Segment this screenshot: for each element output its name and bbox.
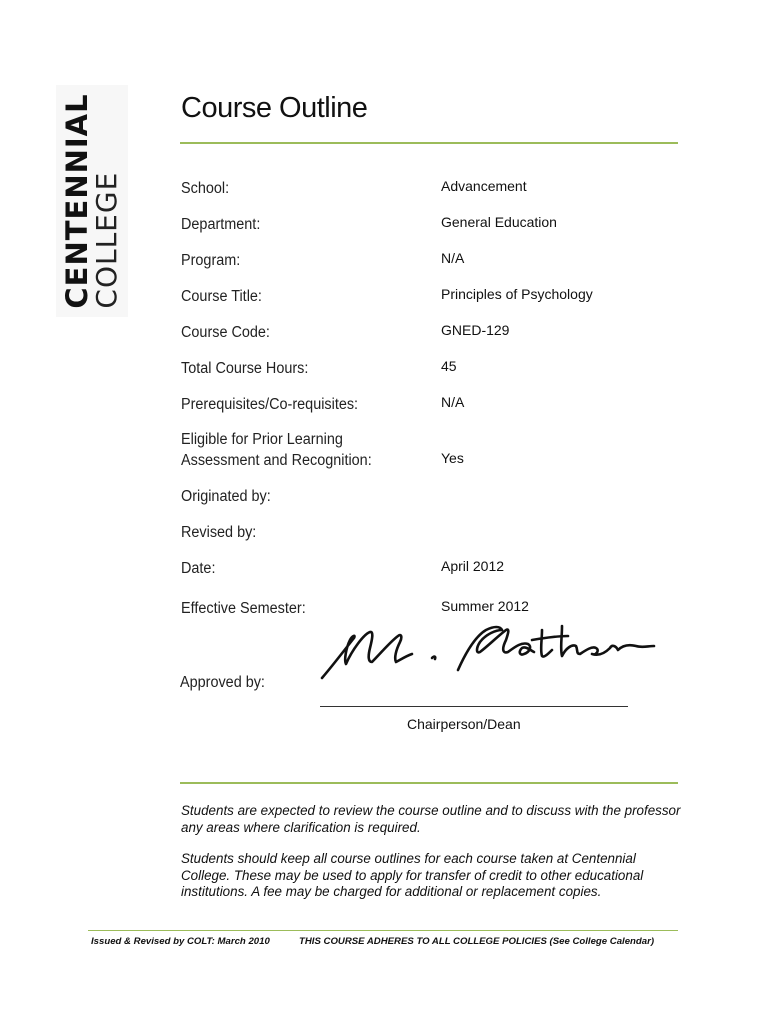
field-value: GNED-129	[441, 322, 510, 338]
field-value: N/A	[441, 394, 465, 410]
footer-divider	[88, 930, 678, 931]
title-divider	[180, 142, 678, 144]
field-value: Summer 2012	[441, 598, 529, 614]
logo-subword: COLLEGE	[90, 171, 123, 309]
signature-line	[320, 706, 628, 707]
field-value: General Education	[441, 214, 557, 230]
field-value: Principles of Psychology	[441, 286, 593, 302]
notes-divider	[180, 782, 678, 784]
page-title: Course Outline	[181, 92, 368, 124]
field-label: Date:	[181, 560, 216, 577]
logo-wordmark: CENTENNIAL	[60, 93, 94, 309]
field-label: Course Code:	[181, 324, 270, 341]
field-value: Advancement	[441, 178, 527, 194]
field-label: School:	[181, 180, 230, 197]
footer-policy: THIS COURSE ADHERES TO ALL COLLEGE POLICIES (See College Calendar)	[299, 936, 655, 947]
field-label: Prerequisites/Co-requisites:	[181, 396, 359, 413]
field-value: April 2012	[441, 558, 505, 574]
field-label: Total Course Hours:	[181, 360, 309, 377]
signature-caption: Chairperson/Dean	[407, 716, 521, 732]
college-logo	[56, 85, 128, 317]
footer-issued: Issued & Revised by COLT: March 2010	[91, 936, 270, 947]
field-label: Effective Semester:	[181, 600, 306, 617]
field-value: N/A	[441, 250, 465, 266]
field-label: Eligible for Prior Learning	[181, 431, 343, 448]
field-label: Course Title:	[181, 288, 262, 305]
field-label: Program:	[181, 252, 241, 269]
keep-outlines-notice: Students should keep all course outlines for each course taken at Centennial College. These may be used to apply for transfer of credit to other educational institutions. A fee may be charged for additional or replacement copies.	[181, 851, 644, 899]
field-label: Originated by:	[181, 488, 271, 505]
field-label: Department:	[181, 216, 261, 233]
field-value: Yes	[441, 450, 464, 466]
field-label-line2: Assessment and Recognition:	[181, 452, 372, 469]
approved-by-label: Approved by:	[180, 674, 265, 691]
field-label: Revised by:	[181, 524, 257, 541]
approver-signature	[316, 616, 661, 688]
field-value: 45	[441, 358, 457, 374]
review-notice: Students are expected to review the course outline and to discuss with the professor any areas where clarification is required.	[181, 803, 681, 835]
